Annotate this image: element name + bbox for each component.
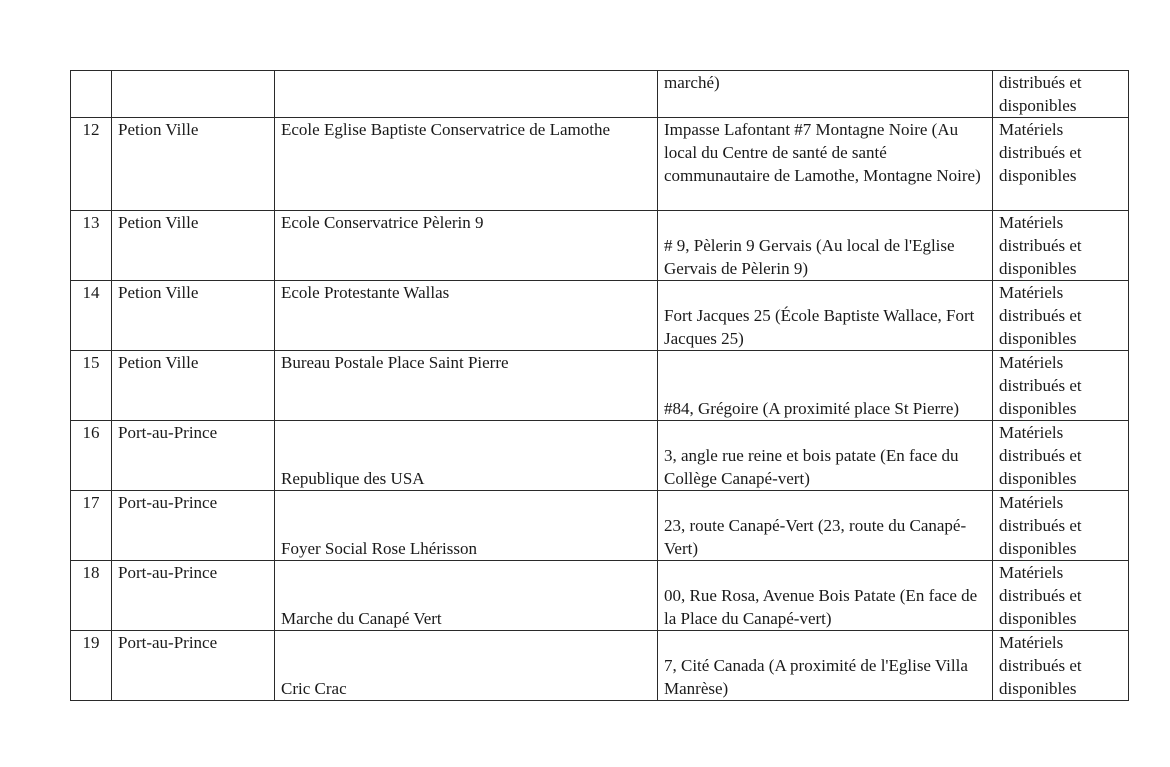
- site-cell: Bureau Postale Place Saint Pierre: [275, 351, 658, 421]
- site-cell: Marche du Canapé Vert: [275, 561, 658, 631]
- address-cell: 7, Cité Canada (A proximité de l'Eglise Villa Manrèse): [658, 631, 993, 701]
- row-number-cell: 13: [71, 211, 112, 281]
- status-cell: distribués et disponibles: [993, 71, 1129, 118]
- address-cell: #84, Grégoire (A proximité place St Pierre): [658, 351, 993, 421]
- site-cell: [275, 71, 658, 118]
- table-row: [71, 631, 1129, 701]
- row-number-cell: [71, 71, 112, 118]
- site-cell: Ecole Conservatrice Pèlerin 9: [275, 211, 658, 281]
- commune-cell: Petion Ville: [112, 118, 275, 211]
- commune-cell: Port-au-Prince: [112, 491, 275, 561]
- site-cell: Cric Crac: [275, 631, 658, 701]
- row-number-cell: 19: [71, 631, 112, 701]
- site-cell: Ecole Protestante Wallas: [275, 281, 658, 351]
- address-cell: Fort Jacques 25 (École Baptiste Wallace, Fort Jacques 25): [658, 281, 993, 351]
- address-cell: marché): [658, 71, 993, 118]
- address-cell: # 9, Pèlerin 9 Gervais (Au local de l'Eglise Gervais de Pèlerin 9): [658, 211, 993, 281]
- commune-cell: Port-au-Prince: [112, 421, 275, 491]
- row-number-cell: 18: [71, 561, 112, 631]
- table-row: [71, 351, 1129, 421]
- status-cell: Matériels distribués et disponibles: [993, 631, 1129, 701]
- table-row: [71, 491, 1129, 561]
- table-row: [71, 71, 1129, 118]
- status-cell: Matériels distribués et disponibles: [993, 351, 1129, 421]
- status-cell: Matériels distribués et disponibles: [993, 421, 1129, 491]
- row-number-cell: 14: [71, 281, 112, 351]
- table-row: [71, 421, 1129, 491]
- address-cell: 3, angle rue reine et bois patate (En face du Collège Canapé-vert): [658, 421, 993, 491]
- address-cell: Impasse Lafontant #7 Montagne Noire (Au local du Centre de santé de santé communautaire de Lamothe, Montagne Noire): [658, 118, 993, 211]
- commune-cell: Petion Ville: [112, 351, 275, 421]
- commune-cell: Port-au-Prince: [112, 561, 275, 631]
- commune-cell: Port-au-Prince: [112, 631, 275, 701]
- commune-cell: Petion Ville: [112, 281, 275, 351]
- address-cell: 00, Rue Rosa, Avenue Bois Patate (En face de la Place du Canapé-vert): [658, 561, 993, 631]
- status-cell: Matériels distribués et disponibles: [993, 118, 1129, 211]
- site-cell: Ecole Eglise Baptiste Conservatrice de Lamothe: [275, 118, 658, 211]
- commune-cell: Petion Ville: [112, 211, 275, 281]
- commune-cell: [112, 71, 275, 118]
- table-row: [71, 211, 1129, 281]
- status-cell: Matériels distribués et disponibles: [993, 491, 1129, 561]
- status-cell: Matériels distribués et disponibles: [993, 561, 1129, 631]
- distribution-sites-table: [70, 70, 1129, 701]
- site-cell: Republique des USA: [275, 421, 658, 491]
- row-number-cell: 17: [71, 491, 112, 561]
- table-row: [71, 561, 1129, 631]
- row-number-cell: 12: [71, 118, 112, 211]
- address-cell: 23, route Canapé-Vert (23, route du Canapé-Vert): [658, 491, 993, 561]
- row-number-cell: 16: [71, 421, 112, 491]
- site-cell: Foyer Social Rose Lhérisson: [275, 491, 658, 561]
- table-row: [71, 118, 1129, 211]
- row-number-cell: 15: [71, 351, 112, 421]
- status-cell: Matériels distribués et disponibles: [993, 281, 1129, 351]
- table-row: [71, 281, 1129, 351]
- status-cell: Matériels distribués et disponibles: [993, 211, 1129, 281]
